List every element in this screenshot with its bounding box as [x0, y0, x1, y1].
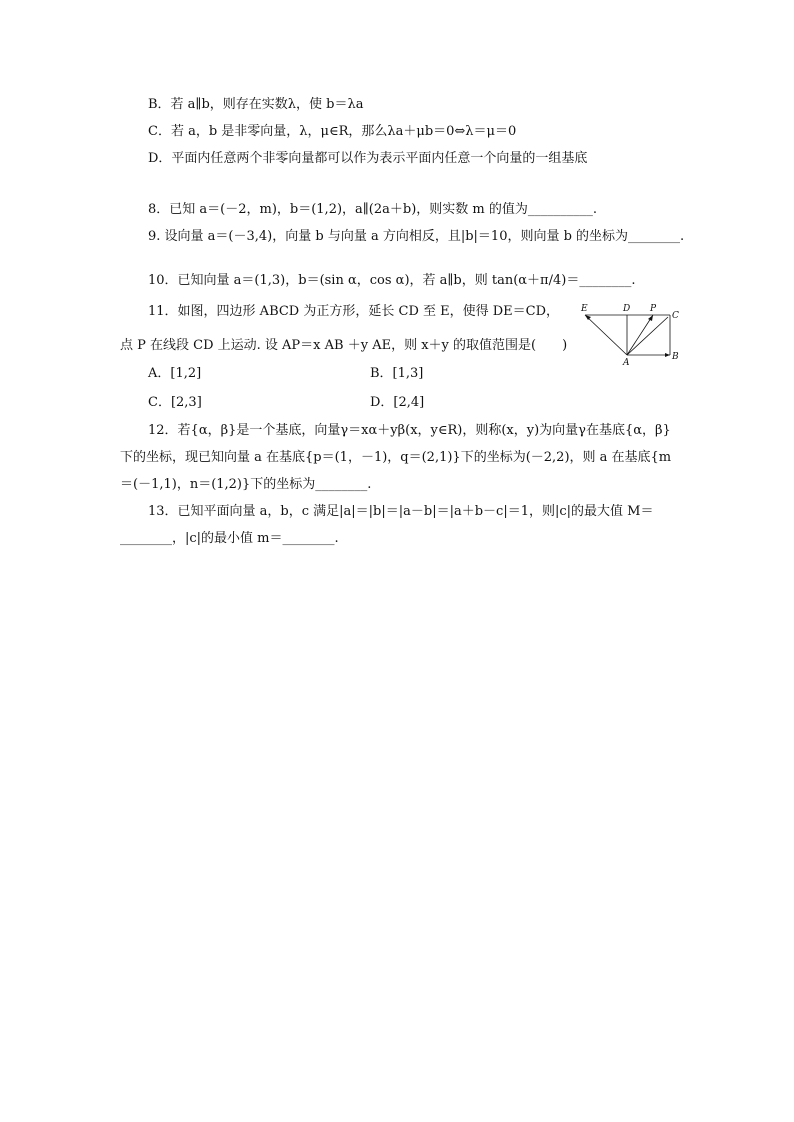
arrowhead-p [648, 315, 653, 321]
label-d: D [623, 304, 631, 314]
question-12-line3: ＝(－1,1)，n＝(1,2)}下的坐标为________. [120, 477, 372, 492]
question-11-line2: 点 P 在线段 CD 上运动. 设 AP＝x AB ＋y AE，则 x＋y 的取值范围是( ) [120, 338, 568, 353]
option-d: D．平面内任意两个非零向量都可以作为表示平面内任意一个向量的一组基底 [148, 151, 588, 166]
label-a: A [623, 358, 630, 368]
question-11-option-c: C．[2,3] [148, 395, 202, 410]
arrowhead-b [665, 353, 670, 357]
vector-ac [627, 317, 668, 355]
question-8: 8．已知 a＝(－2，m)，b＝(1,2)，a∥(2a＋b)，则实数 m 的值为__________. [148, 202, 598, 217]
question-11-option-b: B．[1,3] [370, 366, 424, 381]
question-10: 10．已知向量 a＝(1,3)，b＝(sin α，cos α)，若 a∥b，则 tan(α＋π/4)＝________. [148, 273, 636, 288]
square-figure [580, 300, 680, 370]
question-11-option-d: D．[2,4] [370, 395, 425, 410]
label-b: B [672, 352, 679, 362]
arrowhead-e [585, 315, 591, 320]
question-12-line2: 下的坐标，现已知向量 a 在基底{p＝(1，－1)，q＝(2,1)}下的坐标为(－2,2)，则 a 在基底{m [120, 450, 672, 465]
option-b: B．若 a∥b，则存在实数λ，使 b＝λa [148, 97, 364, 112]
label-c: C [672, 311, 679, 321]
question-9: 9. 设向量 a＝(－3,4)，向量 b 与向量 a 方向相反，且|b|＝10，则向量 b 的坐标为________. [148, 229, 685, 244]
label-e: E [581, 304, 588, 314]
question-11-option-a: A．[1,2] [148, 366, 202, 381]
vector-ae [585, 315, 627, 355]
question-13-line2: ________，|c|的最小值 m＝________. [120, 531, 339, 546]
option-c: C．若 a，b 是非零向量，λ，μ∈R，那么λa＋μb＝0⇔λ＝μ＝0 [148, 124, 517, 139]
question-13-line1: 13．已知平面向量 a，b，c 满足|a|＝|b|＝|a－b|＝|a＋b－c|＝1，则|c|的最大值 M＝ [148, 504, 654, 519]
geometry-diagram [580, 300, 680, 370]
label-p: P [650, 304, 657, 314]
question-12-line1: 12．若{α，β}是一个基底，向量γ＝xα＋yβ(x，y∈R)，则称(x，y)为向量γ在基底{α，β} [148, 423, 671, 438]
question-11-line1: 11．如图，四边形 ABCD 为正方形，延长 CD 至 E，使得 DE＝CD， [148, 304, 560, 319]
